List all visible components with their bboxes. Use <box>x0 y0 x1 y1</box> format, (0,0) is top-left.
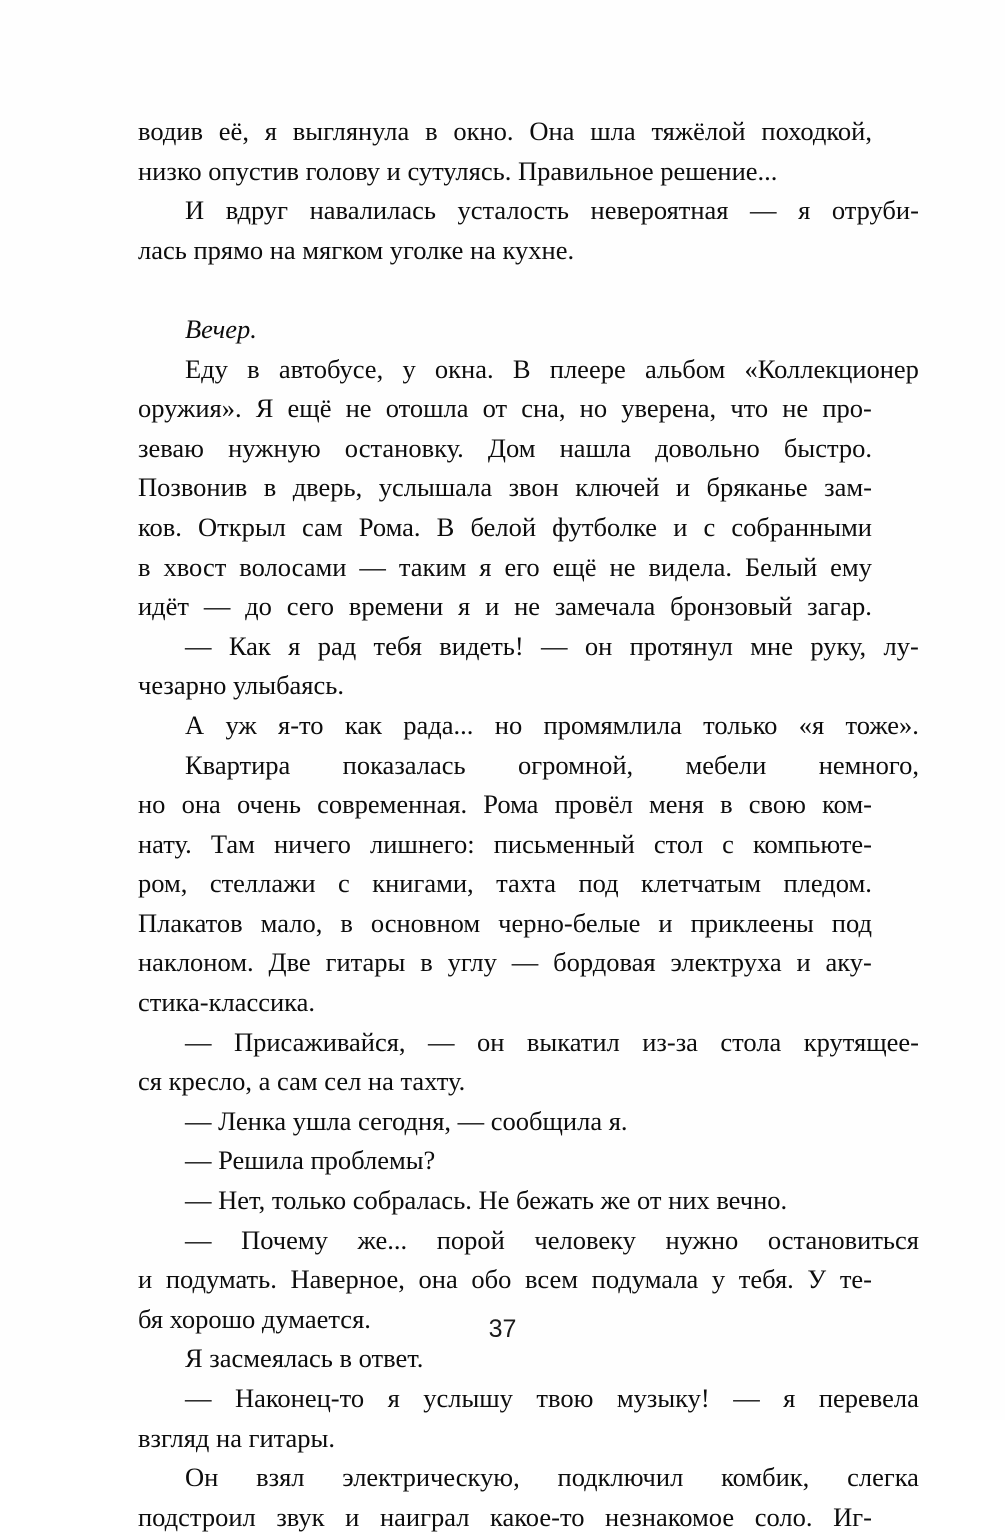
word: руку, <box>810 630 867 661</box>
word: альбом <box>644 353 726 384</box>
word: в <box>720 789 733 820</box>
text-line <box>138 468 872 508</box>
word: из-за <box>642 1026 698 1057</box>
word: в <box>263 472 277 503</box>
word: бронзовый <box>670 591 793 622</box>
word: человеку <box>534 1224 636 1255</box>
word: усталость <box>457 195 569 226</box>
word: Там <box>210 828 255 859</box>
word: «я <box>798 709 825 740</box>
word: до <box>245 591 272 622</box>
text-line: бя хорошо думается. <box>138 1303 371 1334</box>
word: не <box>514 591 541 622</box>
word: идёт <box>138 591 190 622</box>
word: водив <box>138 116 203 146</box>
word: А <box>185 709 205 740</box>
word: отруби- <box>831 195 919 226</box>
text-line: Вечер. <box>185 313 257 344</box>
word: В <box>436 511 455 542</box>
word: слегка <box>847 1462 919 1493</box>
word: тебя <box>373 630 422 661</box>
word: навалилась <box>309 195 436 226</box>
word: Наверное, <box>290 1264 405 1295</box>
word: но <box>494 709 523 740</box>
text-line <box>138 587 872 627</box>
word: зеваю <box>138 432 204 463</box>
word: бордовая <box>553 947 656 978</box>
word: в <box>247 353 260 384</box>
word: Он <box>185 1462 219 1493</box>
word: письменный <box>493 828 635 859</box>
text-line <box>138 785 872 825</box>
text-line <box>138 825 872 865</box>
word: только <box>703 709 778 740</box>
word: ещё <box>287 393 332 424</box>
word: в <box>420 947 433 978</box>
word: у <box>711 1264 726 1295</box>
word: дверь, <box>292 472 363 503</box>
word: ком- <box>822 789 872 820</box>
word: промямлила <box>543 709 682 740</box>
word: Дом <box>487 432 536 463</box>
word: нашла <box>559 432 631 463</box>
word: его <box>504 551 540 582</box>
word: приклеены <box>690 907 814 938</box>
word: оружия». <box>138 393 242 424</box>
word: — <box>359 551 386 582</box>
word: подстроил <box>138 1501 256 1532</box>
word: собранными <box>731 511 872 542</box>
word: меня <box>648 789 704 820</box>
word: — <box>733 1383 760 1413</box>
word: наиграл <box>379 1501 470 1532</box>
word: подключил <box>557 1462 684 1493</box>
word: Еду <box>185 353 228 384</box>
text-line: стика-классика. <box>138 987 316 1018</box>
word: ничего <box>274 828 351 859</box>
word: он <box>477 1026 505 1057</box>
text-line <box>138 706 919 746</box>
word: стола <box>720 1026 782 1057</box>
word: Почему <box>241 1224 328 1255</box>
word: лишнего: <box>370 828 475 859</box>
word: Иг- <box>833 1501 872 1532</box>
word: сна, <box>521 393 566 424</box>
word: таким <box>398 551 467 582</box>
word: остановку. <box>344 432 464 463</box>
paragraph-gap <box>138 270 872 310</box>
word: не <box>609 551 636 582</box>
word: футболке <box>552 511 658 542</box>
word: быстро. <box>783 432 872 463</box>
word: загар. <box>807 591 872 622</box>
word: провёл <box>554 789 633 820</box>
text-line <box>138 548 872 588</box>
word: Она <box>529 116 575 146</box>
word: стол <box>653 828 704 859</box>
word: протянул <box>629 630 733 661</box>
word: нату. <box>138 828 192 859</box>
word: — <box>185 1026 212 1057</box>
text-line <box>138 864 872 904</box>
word: волосами <box>239 551 347 582</box>
word: Я <box>255 393 274 424</box>
word: и <box>675 472 691 503</box>
word: выкатил <box>526 1026 620 1057</box>
word: и <box>138 1264 153 1295</box>
word: обо <box>471 1264 512 1295</box>
word: рад <box>317 630 357 661</box>
text-line <box>138 1458 919 1498</box>
word: звон <box>508 472 559 503</box>
text-line: — Ленка ушла сегодня, — сообщила я. <box>185 1105 628 1136</box>
word: перевела <box>818 1383 919 1413</box>
text-line <box>138 1498 872 1537</box>
word: «Коллекционер <box>744 353 919 384</box>
word: уверена, <box>621 393 717 424</box>
word: и <box>345 1501 360 1532</box>
word: незнакомое <box>605 1501 735 1532</box>
word: и <box>485 591 500 622</box>
text-line <box>138 1379 919 1419</box>
word: нужную <box>228 432 321 463</box>
word: соло. <box>754 1501 813 1532</box>
word: с <box>338 868 350 899</box>
word: ключей <box>575 472 660 503</box>
word: подумать. <box>165 1264 277 1295</box>
text-line <box>138 508 872 548</box>
word: рада... <box>403 709 474 740</box>
text-line: чезарно улыбаясь. <box>138 670 344 701</box>
word: — <box>750 195 777 226</box>
word: углу <box>447 947 497 978</box>
word: У <box>807 1264 827 1295</box>
word: видела. <box>648 551 732 582</box>
word: пледом. <box>783 868 872 899</box>
word: — <box>185 1383 212 1413</box>
word: огромной, <box>518 749 634 780</box>
text-line <box>138 350 919 390</box>
word: под <box>578 868 619 899</box>
text-line <box>138 746 919 786</box>
text-line <box>138 943 872 983</box>
word: твою <box>536 1383 594 1413</box>
word: стеллажи <box>209 868 316 899</box>
word: про- <box>822 393 872 424</box>
word: тоже». <box>845 709 919 740</box>
word: в <box>138 551 151 582</box>
word: Белый <box>744 551 818 582</box>
word: компьюте- <box>753 828 872 859</box>
word: я <box>458 591 471 622</box>
word: с <box>722 828 734 859</box>
text-line <box>138 1221 919 1261</box>
word: электрическую, <box>342 1462 520 1493</box>
word: плеере <box>549 353 626 384</box>
text-line: лась прямо на мягком уголке на кухне. <box>138 234 575 265</box>
word: она <box>181 789 221 820</box>
word: — <box>541 630 568 661</box>
word: Позвонив <box>138 472 248 503</box>
word: Рома. <box>358 511 421 542</box>
word: Присаживайся, <box>233 1026 406 1057</box>
word: зам- <box>824 472 872 503</box>
word: она <box>418 1264 458 1295</box>
word: окна. <box>434 353 494 384</box>
word: уж <box>225 709 257 740</box>
word: он <box>584 630 613 661</box>
word: ром, <box>138 868 188 899</box>
word: видеть! <box>439 630 524 661</box>
word: — <box>511 947 539 978</box>
text-line: ся кресло, а сам сел на тахту. <box>138 1066 466 1097</box>
text-line: взгляд на гитары. <box>138 1422 335 1453</box>
text-line <box>138 389 872 429</box>
word: Две <box>268 947 311 978</box>
word: комбик, <box>721 1462 810 1493</box>
word: услышала <box>378 472 493 503</box>
word: Рома <box>483 789 539 820</box>
word: замечала <box>554 591 656 622</box>
word: но <box>579 393 608 424</box>
word: в <box>425 116 438 146</box>
word: под <box>831 907 872 938</box>
word: от <box>482 393 508 424</box>
word: тебя. <box>738 1264 794 1295</box>
word: показалась <box>342 749 466 780</box>
word: хвост <box>163 551 227 582</box>
word: тахта <box>496 868 557 899</box>
word: лу- <box>883 630 919 661</box>
word: я <box>479 551 492 582</box>
word: с <box>703 511 716 542</box>
word: мебели <box>685 749 767 780</box>
word: я <box>798 195 811 226</box>
word: электруха <box>670 947 782 978</box>
word: же... <box>357 1224 408 1255</box>
word: — <box>428 1026 455 1057</box>
word: я <box>264 116 277 146</box>
word: я-то <box>278 709 324 740</box>
word: клетчатым <box>641 868 762 899</box>
word: звук <box>276 1501 325 1532</box>
word: в <box>340 907 353 938</box>
word: походкой, <box>761 116 872 146</box>
word: бряканье <box>706 472 808 503</box>
word: отошла <box>385 393 469 424</box>
word: шла <box>590 116 636 146</box>
word: но <box>138 789 166 820</box>
word: не <box>345 393 372 424</box>
word: свою <box>748 789 806 820</box>
text-line: Я засмеялась в ответ. <box>185 1343 424 1374</box>
word: гитары <box>325 947 406 978</box>
text-line <box>138 1023 919 1063</box>
word: Квартира <box>185 749 291 780</box>
word: основном <box>370 907 481 938</box>
text-line: низко опустив голову и сутулясь. Правильное решение... <box>138 155 778 186</box>
word: и <box>658 907 673 938</box>
word: взял <box>256 1462 305 1493</box>
word: сего <box>286 591 334 622</box>
word: остановиться <box>767 1224 919 1255</box>
text-line <box>138 112 872 152</box>
text-line: — Решила проблемы? <box>185 1145 436 1176</box>
word: вдруг <box>225 195 289 226</box>
word: и <box>796 947 811 978</box>
word: мало, <box>260 907 323 938</box>
text-line <box>138 904 872 944</box>
word: очень <box>236 789 301 820</box>
word: мне <box>750 630 793 661</box>
word: автобусе, <box>278 353 384 384</box>
word: — <box>203 591 231 622</box>
word: я <box>387 1383 400 1413</box>
word: И <box>185 195 205 226</box>
word: и <box>673 511 688 542</box>
word: белой <box>470 511 537 542</box>
word: черно-белые <box>498 907 641 938</box>
word: современная. <box>317 789 468 820</box>
word: ему <box>830 551 872 582</box>
word: я <box>783 1383 796 1413</box>
text-line: — Нет, только собралась. Не бежать же от них вечно. <box>185 1185 788 1216</box>
text-line <box>138 191 919 231</box>
text-line <box>138 429 872 469</box>
word: нужно <box>665 1224 739 1255</box>
word: не <box>782 393 809 424</box>
word: её, <box>218 116 249 146</box>
word: ков. <box>138 511 182 542</box>
word: тяжёлой <box>651 116 746 146</box>
word: Открыл <box>198 511 286 542</box>
word: ещё <box>552 551 597 582</box>
word: — <box>185 1224 212 1255</box>
word: наклоном. <box>138 947 254 978</box>
word: немного, <box>818 749 919 780</box>
word: довольно <box>655 432 760 463</box>
word: я <box>288 630 301 661</box>
text-line <box>138 1260 872 1300</box>
word: подумала <box>591 1264 699 1295</box>
word: Плакатов <box>138 907 243 938</box>
word: музыку! <box>616 1383 710 1413</box>
word: крутящее- <box>803 1026 919 1057</box>
word: что <box>730 393 769 424</box>
word: какое-то <box>490 1501 585 1532</box>
word: книгами, <box>372 868 474 899</box>
word: всем <box>525 1264 578 1295</box>
word: порой <box>436 1224 505 1255</box>
page-number: 37 <box>488 1315 517 1343</box>
word: сам <box>302 511 343 542</box>
word: — <box>185 630 212 661</box>
word: у <box>402 353 416 384</box>
word: услышу <box>423 1383 513 1413</box>
word: Наконец-то <box>234 1383 365 1413</box>
word: те- <box>839 1264 872 1295</box>
word: Как <box>228 630 271 661</box>
word: выглянула <box>292 116 410 146</box>
word: аку- <box>825 947 872 978</box>
word: В <box>512 353 531 384</box>
word: невероятная <box>590 195 729 226</box>
text-line <box>138 627 919 667</box>
word: окно. <box>453 116 514 146</box>
word: как <box>344 709 382 740</box>
word: времени <box>348 591 444 622</box>
